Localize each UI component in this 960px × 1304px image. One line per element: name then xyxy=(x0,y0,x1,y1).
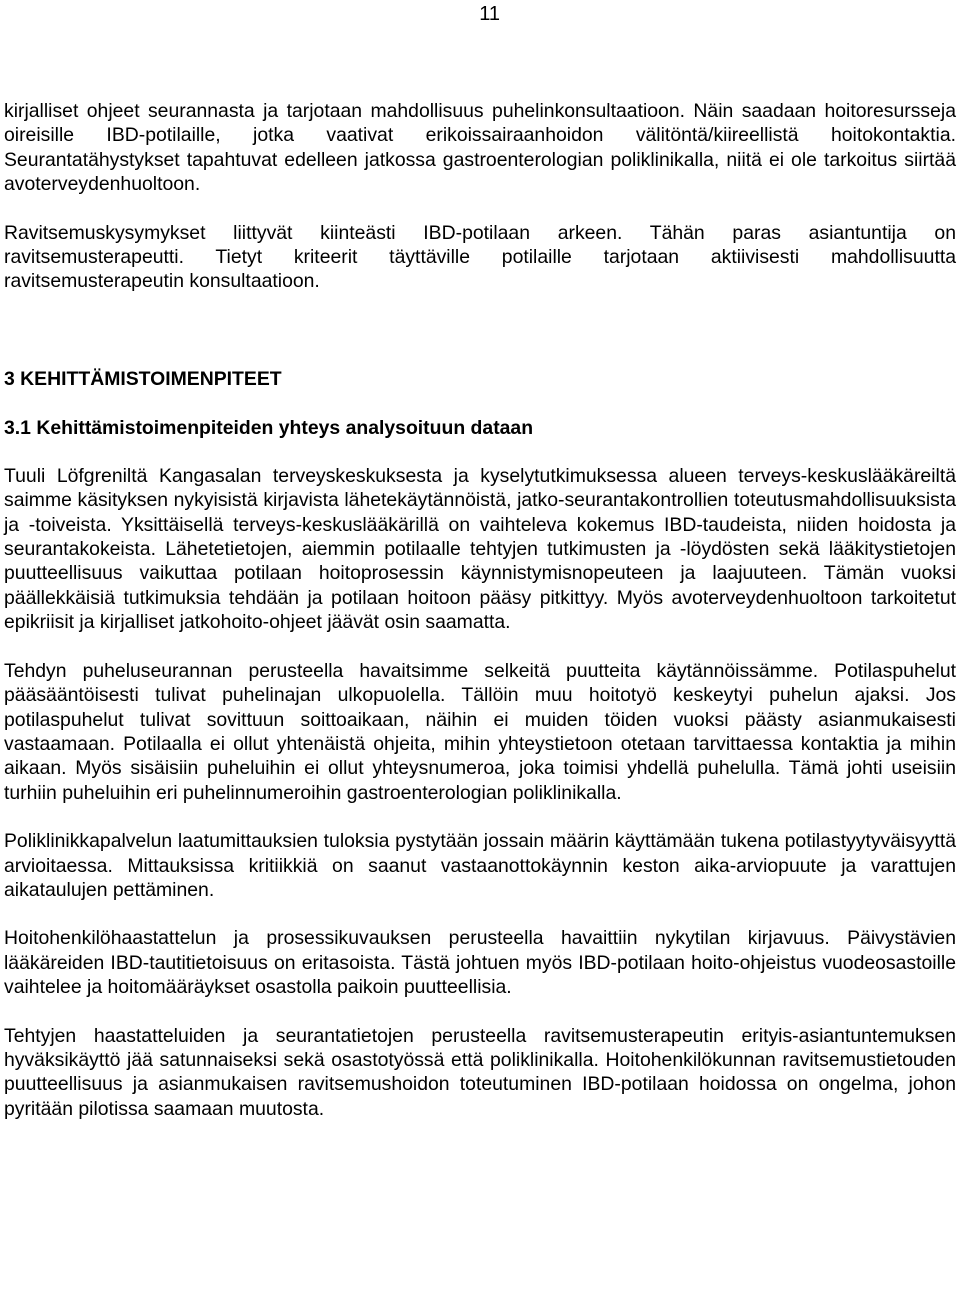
paragraph-spacer xyxy=(4,902,956,926)
heading-spacer xyxy=(4,391,956,416)
page-number: 11 xyxy=(479,3,500,25)
heading-spacer xyxy=(4,440,956,464)
paragraph-intro-2: Ravitsemuskysymykset liittyvät kiinteästi IBD-potilaan arkeen. Tähän paras asiantuntija on ravitsemusterapeutti. Tietyt kriteerit täyttäville potilaille tarjotaan aktiivisesti mahdollisuutta ravitsemusterapeutin konsultaatioon. xyxy=(4,221,956,293)
paragraph-body-5: Tehtyjen haastatteluiden ja seurantatietojen perusteella ravitsemusterapeutin erityis-asiantuntemuksen hyväksikäyttö jää satunnaiseksi sekä osastotyössä että poliklinikalla. Hoitohenkilökunnan ravitsemustietouden puutteellisuus ja asianmukaisen ravitsemushoidon toteutuminen IBD-potilaan hoidossa on ongelma, johon pyritään pilotissa saamaan muutosta. xyxy=(4,1024,956,1120)
paragraph-spacer xyxy=(4,805,956,829)
section-heading: 3 KEHITTÄMISTOIMENPITEET xyxy=(4,367,282,390)
paragraph-spacer xyxy=(4,635,956,659)
subsection-heading: 3.1 Kehittämistoimenpiteiden yhteys analysoituun dataan xyxy=(4,416,534,439)
section-spacer xyxy=(4,294,956,367)
paragraph-body-3: Poliklinikkapalvelun laatumittauksien tuloksia pystytään jossain määrin käyttämään tukena potilastyytyväisyyttä arvioitaessa. Mittauksissa kritiikkiä on saanut vastaanottokäynnin keston aika-arviopuute ja varattujen aikataulujen pettäminen. xyxy=(4,830,956,901)
paragraph-intro-1: kirjalliset ohjeet seurannasta ja tarjotaan mahdollisuus puhelinkonsultaatioon. Näin saadaan hoitoresursseja oireisille IBD-potilaille, jotka vaativat erikoissairaanhoidon välitöntä/kiireellistä hoitokontaktia. Seurantatähystykset tapahtuvat edelleen jatkossa gastroenterologian poliklinikalla, niitä ei ole tarkoitus siirtää avoterveydenhuoltoon. xyxy=(4,100,956,196)
paragraph-body-2: Tehdyn puheluseurannan perusteella havaitsimme selkeitä puutteita käytännöissämme. Potilaspuhelut pääsääntöisesti tulivat puhelinajan ulkopuolella. Tällöin muu hoitotyö keskeytyi puhelun ajaksi. Jos potilaspuhelut tulivat sovittuun soittoaikaan, näihin ei muiden töiden vuoksi päästy asianmukaisesti vastaamaan. Potilaalla ei ollut yhtenäistä ohjeita, mihin yhteystietoon otetaan tarvittaessa kontaktia ja mihin aikaan. Myös sisäisiin puheluihin ei ollut yhteysnumeroa, joka toimisi yhdellä puhelulla. Tämä johti useisiin turhiin puheluihin eri puhelinnumeroihin gastroenterologian poliklinikalla. xyxy=(4,659,956,804)
paragraph-spacer xyxy=(4,197,956,221)
paragraph-body-4: Hoitohenkilöhaastattelun ja prosessikuvauksen perusteella havaittiin nykytilan kirjavuus. Päivystävien lääkäreiden IBD-tautitietoisuus on eritasoista. Tästä johtuen myös IBD-potilaan hoito-ohjeistus vuodeosastoille vaihtelee ja hoitomääräykset osastolla paikoin puutteellisia. xyxy=(4,927,956,999)
document-body xyxy=(4,99,956,1121)
paragraph-spacer xyxy=(4,1000,956,1024)
paragraph-body-1: Tuuli Löfgreniltä Kangasalan terveyskeskuksesta ja kyselytutkimuksessa alueen terveys-keskuslääkäreiltä saimme käsityksen nykyisistä kirjavista lähetekäytännöistä, jatko-seurantakontrollien toteutusmahdollisuuksista ja -toiveista. Yksittäisellä terveys-keskuslääkärillä on vaihteleva kokemus IBD-taudeista, niiden hoidosta ja seurantakokeista. Lähetetietojen, aiemmin potilaalle tehtyjen tutkimusten ja -löydösten sekä lääkitystietojen puutteellisuus vaikuttaa potilaan hoitoprosessin käynnistymisnopeuteen ja laajuuteen. Tämän vuoksi päällekkäisiä tutkimuksia tehdään ja potilaan hoitoon pääsy pitkittyy. Myös avoterveydenhuoltoon tarkoitetut epikriisit ja kirjalliset jatkohoito-ohjeet jäävät osin saamatta. xyxy=(4,464,956,634)
